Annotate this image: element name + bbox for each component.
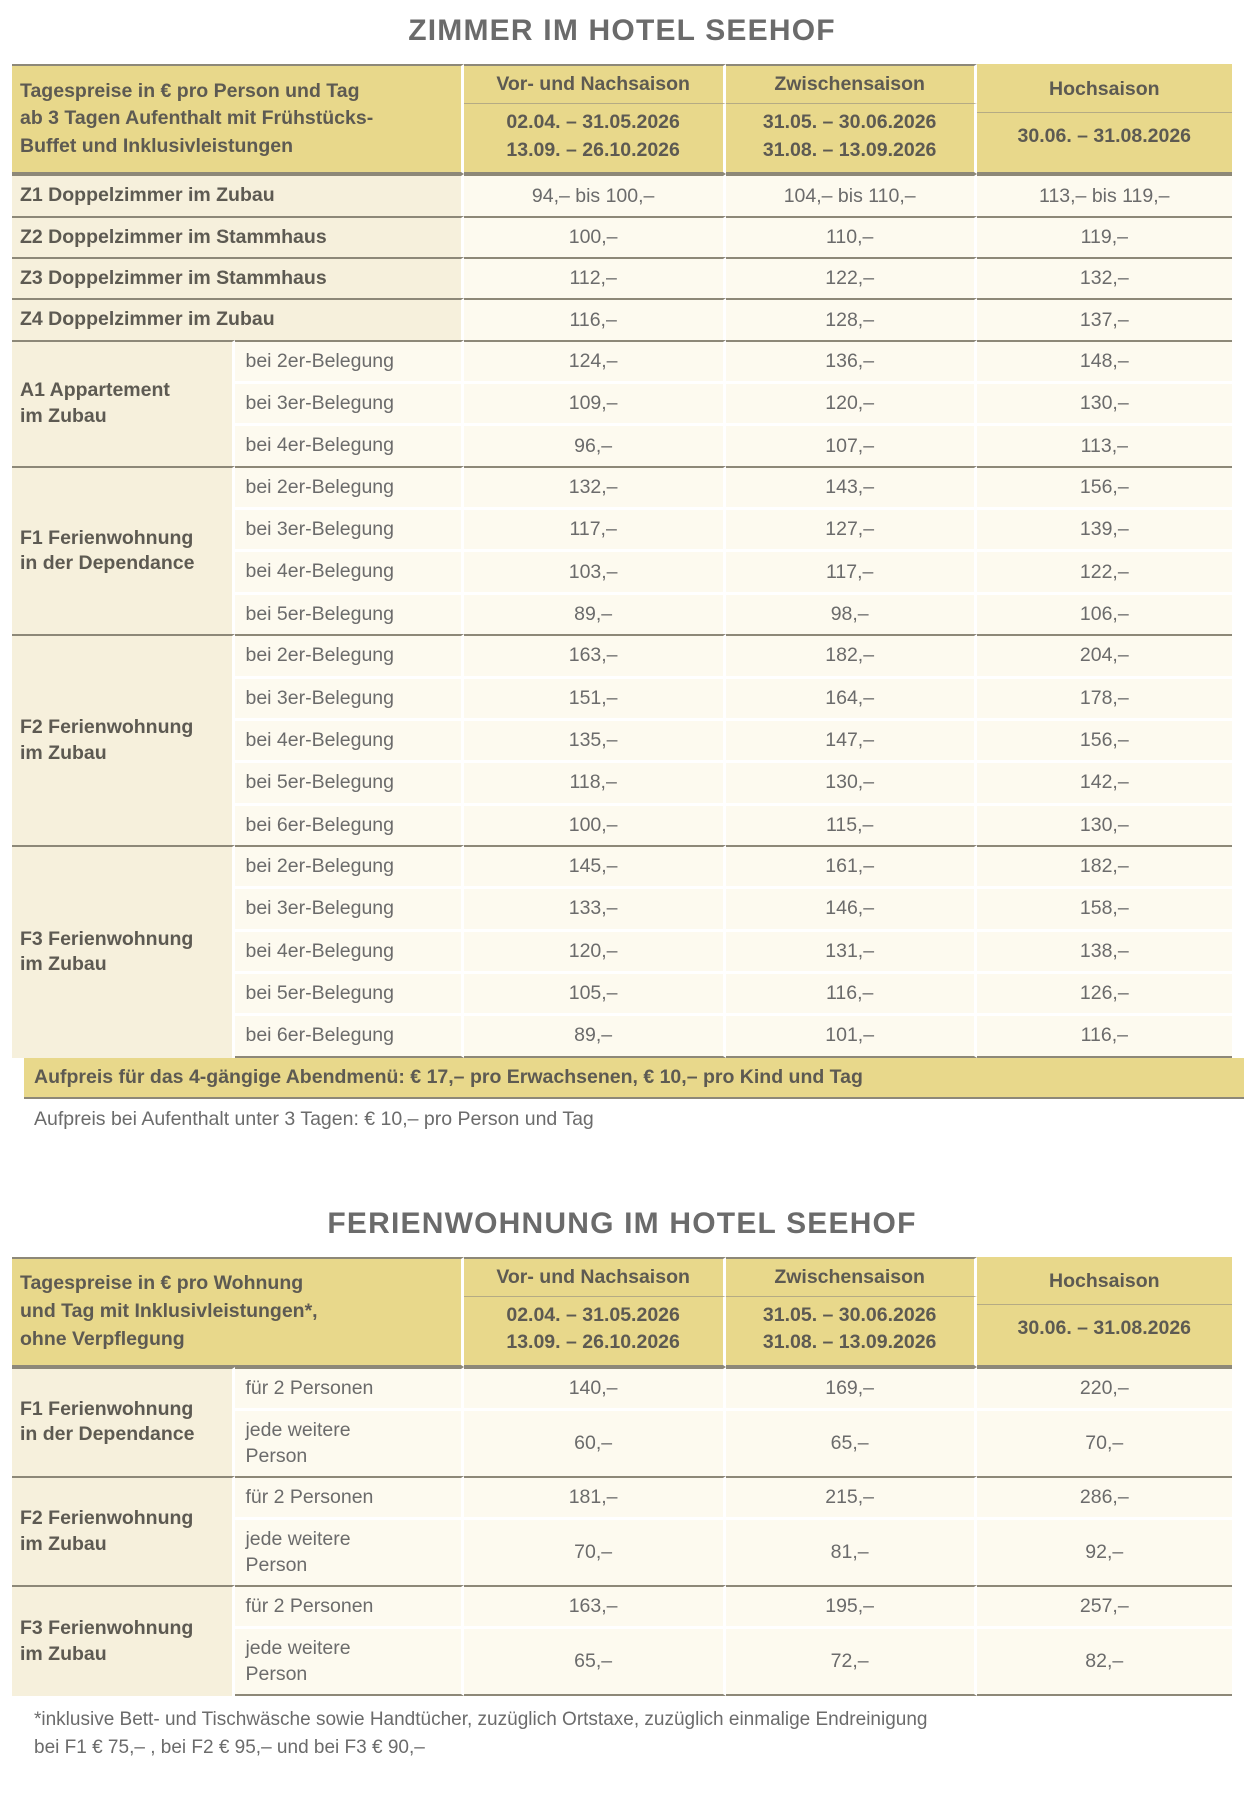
price-cell: 164,– <box>726 676 977 718</box>
occupancy-label-line: bei 2er-Belegung <box>245 854 394 877</box>
occupancy-label <box>235 760 463 802</box>
occupancy-label <box>235 845 463 886</box>
price-cell: 100,– <box>464 803 726 845</box>
room-type-label-line: F3 Ferienwohnung <box>20 927 194 950</box>
header-description <box>12 64 464 174</box>
season-date-line: 13.09. – 26.10.2026 <box>506 1331 680 1354</box>
price-cell: 96,– <box>464 423 726 465</box>
header-description-line: ab 3 Tagen Aufenthalt mit Frühstücks- <box>20 107 374 130</box>
price-cell: 133,– <box>464 886 726 928</box>
season-name-1: Vor- und Nachsaison <box>464 1257 726 1297</box>
room-type-label <box>12 466 235 634</box>
occupancy-label-line: bei 4er-Belegung <box>245 434 394 457</box>
zimmer-price-table <box>12 64 1232 1058</box>
occupancy-label-line: bei 2er-Belegung <box>245 475 394 498</box>
price-cell: 115,– <box>726 803 977 845</box>
occupancy-label <box>235 1585 463 1626</box>
price-cell: 105,– <box>464 971 726 1013</box>
price-cell: 106,– <box>977 592 1232 634</box>
occupancy-label <box>235 676 463 718</box>
price-cell: 195,– <box>726 1585 977 1626</box>
price-cell: 92,– <box>977 1517 1232 1585</box>
occupancy-label <box>235 549 463 591</box>
season-date-line: 31.05. – 30.06.2026 <box>762 111 937 133</box>
price-cell: 110,– <box>726 216 977 257</box>
price-cell: 163,– <box>464 634 726 675</box>
occupancy-label-line: bei 5er-Belegung <box>245 602 394 625</box>
occupancy-label-line: bei 3er-Belegung <box>245 518 394 541</box>
table-row <box>12 340 1232 381</box>
price-cell: 138,– <box>977 929 1232 971</box>
room-type-label-line: im Zubau <box>20 1642 107 1665</box>
occupancy-label-line: für 2 Personen <box>245 1595 374 1618</box>
room-type-label-line: Z3 Doppelzimmer im Stammhaus <box>20 267 327 290</box>
price-cell: 130,– <box>726 760 977 802</box>
footnote-line: *inklusive Bett- und Tischwäsche sowie Handtücher, zuzüglich Ortstaxe, zuzüglich einmalige Endreinigung <box>34 1709 928 1731</box>
table-1-body <box>12 174 1232 1057</box>
season-date-line: 13.09. – 26.10.2026 <box>506 138 680 161</box>
table-row <box>12 1476 1232 1517</box>
season-date-line: 31.05. – 30.06.2026 <box>762 1303 937 1326</box>
room-type-label <box>12 174 464 215</box>
occupancy-label <box>235 1408 463 1476</box>
occupancy-label-line: bei 2er-Belegung <box>245 349 394 372</box>
room-type-label-line: F2 Ferienwohnung <box>20 716 194 739</box>
occupancy-label <box>235 507 463 549</box>
table-1-header <box>12 64 1232 174</box>
room-type-label-line: im Zubau <box>20 404 107 427</box>
price-cell: 151,– <box>464 676 726 718</box>
price-cell: 122,– <box>726 257 977 298</box>
section-spacer <box>12 1131 1232 1165</box>
occupancy-label <box>235 1476 463 1517</box>
room-type-label-line: F3 Ferienwohnung <box>20 1617 194 1640</box>
occupancy-label-line: bei 6er-Belegung <box>245 1024 394 1047</box>
price-cell: 163,– <box>464 1585 726 1626</box>
season-column-3 <box>977 64 1232 174</box>
occupancy-label <box>235 929 463 971</box>
price-cell: 146,– <box>726 886 977 928</box>
price-cell: 104,– bis 110,– <box>726 174 977 215</box>
price-cell: 122,– <box>977 549 1232 591</box>
price-cell: 82,– <box>977 1626 1232 1696</box>
price-cell: 156,– <box>977 718 1232 760</box>
price-cell: 65,– <box>726 1408 977 1476</box>
price-cell: 70,– <box>464 1517 726 1585</box>
header-description-line: und Tag mit Inklusivleistungen*, <box>20 1299 318 1322</box>
occupancy-label-line: bei 4er-Belegung <box>245 560 394 583</box>
price-cell: 169,– <box>726 1367 977 1408</box>
price-cell: 120,– <box>464 929 726 971</box>
price-cell: 286,– <box>977 1476 1232 1517</box>
room-type-label-line: im Zubau <box>20 741 107 764</box>
season-dates-1 <box>464 104 726 174</box>
room-type-label-line: Z4 Doppelzimmer im Zubau <box>20 308 275 331</box>
season-name-2: Zwischensaison <box>726 64 977 104</box>
occupancy-label-line: für 2 Personen <box>245 1486 374 1508</box>
price-cell: 116,– <box>977 1013 1232 1057</box>
price-cell: 158,– <box>977 886 1232 928</box>
table-row <box>12 845 1232 886</box>
price-cell: 132,– <box>464 466 726 507</box>
table-row <box>12 466 1232 507</box>
price-cell: 220,– <box>977 1367 1232 1408</box>
occupancy-label <box>235 634 463 675</box>
occupancy-label <box>235 971 463 1013</box>
room-type-label-line: A1 Appartement <box>20 379 170 402</box>
header-description <box>12 1257 464 1367</box>
occupancy-label-line: für 2 Personen <box>245 1376 374 1399</box>
room-type-label <box>12 1585 235 1696</box>
room-type-label-line: F2 Ferienwohnung <box>20 1507 194 1530</box>
price-cell: 117,– <box>726 549 977 591</box>
occupancy-label-line: Person <box>245 1553 308 1576</box>
price-cell: 137,– <box>977 298 1232 339</box>
price-cell: 98,– <box>726 592 977 634</box>
occupancy-label-line: bei 3er-Belegung <box>245 392 394 415</box>
ferienwohnung-price-table <box>12 1257 1232 1696</box>
price-cell: 128,– <box>726 298 977 339</box>
price-cell: 107,– <box>726 423 977 465</box>
occupancy-label <box>235 803 463 845</box>
table-row <box>12 257 1232 298</box>
occupancy-label-line: jede weitere <box>245 1419 351 1442</box>
price-cell: 120,– <box>726 381 977 423</box>
table-2-title: FERIENWOHNUNG IM HOTEL SEEHOF <box>327 1206 917 1240</box>
price-cell: 130,– <box>977 381 1232 423</box>
room-type-label-line: Z2 Doppelzimmer im Stammhaus <box>20 225 327 248</box>
price-cell: 113,– <box>977 423 1232 465</box>
room-type-label <box>12 1367 235 1476</box>
footnote-line: bei F1 € 75,– , bei F2 € 95,– und bei F3 € 90,– <box>34 1736 425 1758</box>
season-date-line: 31.08. – 13.09.2026 <box>762 1331 937 1354</box>
season-name-2: Zwischensaison <box>726 1257 977 1297</box>
price-cell: 118,– <box>464 760 726 802</box>
table-1-note-highlight: Aufpreis für das 4-gängige Abendmenü: € 17,– pro Erwachsenen, € 10,– pro Kind und Tag <box>24 1058 1244 1099</box>
season-dates-1 <box>464 1297 726 1367</box>
header-description-line: Buffet und Inklusivleistungen <box>20 135 294 158</box>
price-cell: 132,– <box>977 257 1232 298</box>
season-date-line: 02.04. – 31.05.2026 <box>506 1303 680 1326</box>
price-cell: 139,– <box>977 507 1232 549</box>
occupancy-label <box>235 1517 463 1585</box>
price-cell: 116,– <box>726 971 977 1013</box>
price-cell: 65,– <box>464 1626 726 1696</box>
occupancy-label-line: bei 2er-Belegung <box>245 644 394 667</box>
price-cell: 131,– <box>726 929 977 971</box>
season-dates: 30.06. – 31.08.2026 <box>1017 1317 1192 1340</box>
table-2-body <box>12 1367 1232 1696</box>
price-cell: 161,– <box>726 845 977 886</box>
header-description-line: Tagespreise in € pro Person und Tag <box>20 79 360 102</box>
price-cell: 148,– <box>977 340 1232 381</box>
occupancy-label <box>235 381 463 423</box>
occupancy-label <box>235 423 463 465</box>
price-cell: 103,– <box>464 549 726 591</box>
table-row <box>12 634 1232 675</box>
room-type-label-line: F1 Ferienwohnung <box>20 526 194 549</box>
season-dates-2 <box>726 104 977 174</box>
price-cell: 113,– bis 119,– <box>977 174 1232 215</box>
price-cell: 109,– <box>464 381 726 423</box>
season-date-line: 02.04. – 31.05.2026 <box>506 111 680 133</box>
price-cell: 100,– <box>464 216 726 257</box>
room-type-label-line: in der Dependance <box>20 551 195 574</box>
season-column-3 <box>977 1257 1232 1367</box>
price-cell: 140,– <box>464 1367 726 1408</box>
table-row <box>12 1585 1232 1626</box>
table-1-title: ZIMMER IM HOTEL SEEHOF <box>408 14 836 47</box>
occupancy-label <box>235 1367 463 1408</box>
price-cell: 178,– <box>977 676 1232 718</box>
season-date-line: 31.08. – 13.09.2026 <box>762 138 937 161</box>
room-type-label <box>12 340 235 466</box>
price-cell: 136,– <box>726 340 977 381</box>
price-cell: 116,– <box>464 298 726 339</box>
occupancy-label-line: jede weitere <box>245 1528 351 1551</box>
season-name-1: Vor- und Nachsaison <box>464 64 726 104</box>
price-cell: 181,– <box>464 1476 726 1517</box>
price-cell: 143,– <box>726 466 977 507</box>
occupancy-label <box>235 886 463 928</box>
room-type-label-line: im Zubau <box>20 953 107 976</box>
price-cell: 126,– <box>977 971 1232 1013</box>
table-row <box>12 298 1232 339</box>
occupancy-label-line: Person <box>245 1662 308 1685</box>
room-type-label <box>12 257 464 298</box>
season-name: Hochsaison <box>977 1270 1232 1305</box>
price-cell: 215,– <box>726 1476 977 1517</box>
price-cell: 182,– <box>977 845 1232 886</box>
price-cell: 70,– <box>977 1408 1232 1476</box>
occupancy-label-line: bei 6er-Belegung <box>245 813 394 836</box>
table-2-footnote <box>24 1696 1244 1761</box>
header-description-line: Tagespreise in € pro Wohnung <box>20 1272 304 1295</box>
table-row <box>12 216 1232 257</box>
room-type-label <box>12 634 235 845</box>
season-dates-2 <box>726 1297 977 1367</box>
occupancy-label <box>235 1013 463 1057</box>
price-cell: 257,– <box>977 1585 1232 1626</box>
price-cell: 72,– <box>726 1626 977 1696</box>
occupancy-label-line: bei 3er-Belegung <box>245 686 394 709</box>
room-type-label-line: F1 Ferienwohnung <box>20 1398 194 1421</box>
price-cell: 117,– <box>464 507 726 549</box>
price-cell: 119,– <box>977 216 1232 257</box>
room-type-label <box>12 845 235 1058</box>
occupancy-label-line: bei 4er-Belegung <box>245 728 394 751</box>
occupancy-label-line: bei 4er-Belegung <box>245 939 394 962</box>
price-cell: 127,– <box>726 507 977 549</box>
price-cell: 204,– <box>977 634 1232 675</box>
price-cell: 142,– <box>977 760 1232 802</box>
price-cell: 112,– <box>464 257 726 298</box>
room-type-label-line: Z1 Doppelzimmer im Zubau <box>20 184 275 207</box>
season-name: Hochsaison <box>977 78 1232 113</box>
occupancy-label-line: bei 5er-Belegung <box>245 771 394 794</box>
price-cell: 101,– <box>726 1013 977 1057</box>
occupancy-label <box>235 1626 463 1696</box>
price-cell: 124,– <box>464 340 726 381</box>
season-dates: 30.06. – 31.08.2026 <box>1017 124 1192 147</box>
occupancy-label-line: bei 3er-Belegung <box>245 897 394 920</box>
occupancy-label <box>235 466 463 507</box>
price-cell: 89,– <box>464 592 726 634</box>
room-type-label <box>12 1476 235 1585</box>
table-2-header <box>12 1257 1232 1367</box>
occupancy-label-line: jede weitere <box>245 1637 351 1660</box>
occupancy-label-line: bei 5er-Belegung <box>245 981 394 1004</box>
room-type-label <box>12 216 464 257</box>
table-1-note-plain: Aufpreis bei Aufenthalt unter 3 Tagen: € 10,– pro Person und Tag <box>34 1107 594 1130</box>
price-cell: 145,– <box>464 845 726 886</box>
price-cell: 130,– <box>977 803 1232 845</box>
occupancy-label-line: Person <box>245 1444 308 1467</box>
price-cell: 81,– <box>726 1517 977 1585</box>
table-row <box>12 1367 1232 1408</box>
price-cell: 89,– <box>464 1013 726 1057</box>
room-type-label-line: im Zubau <box>20 1532 107 1555</box>
price-cell: 147,– <box>726 718 977 760</box>
occupancy-label <box>235 718 463 760</box>
header-description-line: ohne Verpflegung <box>20 1327 185 1350</box>
room-type-label <box>12 298 464 339</box>
price-cell: 182,– <box>726 634 977 675</box>
occupancy-label <box>235 592 463 634</box>
occupancy-label <box>235 340 463 381</box>
price-cell: 60,– <box>464 1408 726 1476</box>
price-cell: 135,– <box>464 718 726 760</box>
price-cell: 156,– <box>977 466 1232 507</box>
table-row <box>12 174 1232 215</box>
price-cell: 94,– bis 100,– <box>464 174 726 215</box>
room-type-label-line: in der Dependance <box>20 1423 195 1446</box>
